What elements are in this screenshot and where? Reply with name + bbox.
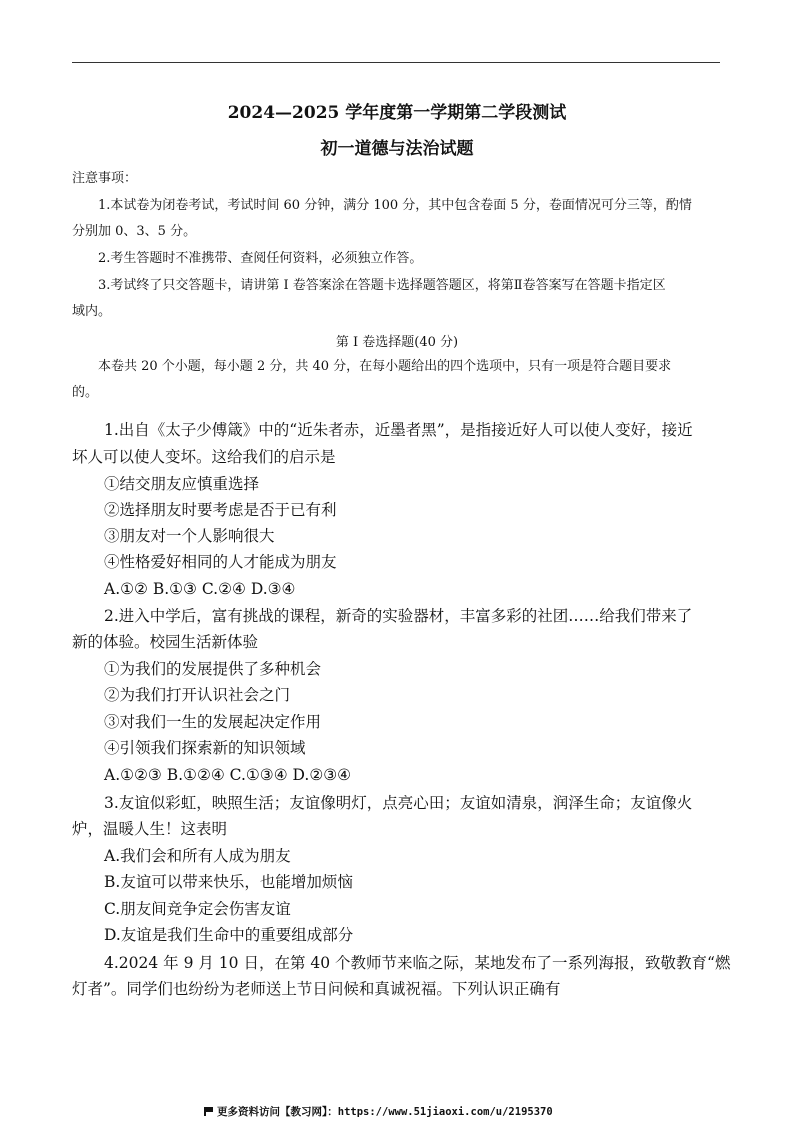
question-1-choices: A.①② B.①③ C.②④ D.③④ (104, 580, 296, 598)
question-2-option: ④引领我们探索新的知识领域 (104, 739, 306, 757)
footer-link[interactable] (204, 1104, 553, 1119)
question-3-option: D.友谊是我们生命中的重要组成部分 (104, 926, 354, 944)
question-1-option: ①结交朋友应慎重选择 (104, 475, 260, 493)
page-subtitle: 初一道德与法治试题 (320, 139, 474, 159)
section-intro: 本卷共 20 个小题，每小题 2 分，共 40 分，在每小题给出的四个选项中，只有一项是符合题目要求 (98, 359, 672, 374)
question-1-stem: 1.出自《太子少傅箴》中的“近朱者赤，近墨者黑”，是指接近好人可以使人变好，接近 (104, 421, 693, 439)
question-3-stem: 3.友谊似彩虹，映照生活；友谊像明灯，点亮心田；友谊如清泉，润泽生命；友谊像火 (104, 794, 693, 812)
section-intro-cont: 的。 (72, 385, 99, 400)
section-heading: 第 I 卷选择题(40 分) (335, 335, 459, 350)
question-3-option: B.友谊可以带来快乐，也能增加烦恼 (104, 873, 353, 891)
top-divider (72, 62, 720, 63)
question-1-option: ③朋友对一个人影响很大 (104, 527, 275, 545)
question-4-stem: 4.2024 年 9 月 10 日，在第 40 个教师节来临之际，某地发布了一系列海报，致敬教育“燃 (104, 954, 731, 972)
footer-text: 更多资料访问【教习网】：https://www.51jiaoxi.com/u/2195370 (217, 1106, 553, 1118)
notice-item-2: 2.考生答题时不准携带、查阅任何资料，必须独立作答。 (98, 251, 423, 266)
notice-item-3: 3.考试终了只交答题卡，请讲第 I 卷答案涂在答题卡选择题答题区，将第Ⅱ卷答案写在答题卡指定区 (98, 278, 666, 293)
question-3-stem-cont: 炉，温暖人生！这表明 (72, 820, 228, 838)
question-2-option: ①为我们的发展提供了多种机会 (104, 660, 322, 678)
question-2-option: ③对我们一生的发展起决定作用 (104, 713, 322, 731)
question-3-option: C.朋友间竞争定会伤害友谊 (104, 900, 291, 918)
notice-item-1: 1.本试卷为闭卷考试，考试时间 60 分钟，满分 100 分，其中包含卷面 5 分，卷面情况可分三等，酌情 (98, 198, 692, 213)
question-2-stem-cont: 新的体验。校园生活新体验 (72, 633, 259, 651)
question-2-choices: A.①②③ B.①②④ C.①③④ D.②③④ (104, 766, 352, 784)
notice-item-3-cont: 域内。 (72, 304, 112, 319)
question-1-stem-cont: 坏人可以使人变坏。这给我们的启示是 (72, 448, 336, 466)
page-title: 2024—2025 学年度第一学期第二学段测试 (227, 103, 567, 123)
question-1-option: ④性格爱好相同的人才能成为朋友 (104, 553, 337, 571)
question-4-stem-cont: 灯者”。同学们也纷纷为老师送上节日问候和真诚祝福。下列认识正确有 (72, 980, 561, 998)
flag-icon (204, 1107, 213, 1116)
question-2-option: ②为我们打开认识社会之门 (104, 686, 291, 704)
notice-label: 注意事项： (72, 171, 138, 186)
notice-item-1-cont: 分别加 0、3、5 分。 (72, 224, 197, 239)
question-3-option: A.我们会和所有人成为朋友 (104, 847, 291, 865)
question-2-stem: 2.进入中学后，富有挑战的课程，新奇的实验器材，丰富多彩的社团……给我们带来了 (104, 607, 693, 625)
question-1-option: ②选择朋友时要考虑是否于已有利 (104, 501, 337, 519)
